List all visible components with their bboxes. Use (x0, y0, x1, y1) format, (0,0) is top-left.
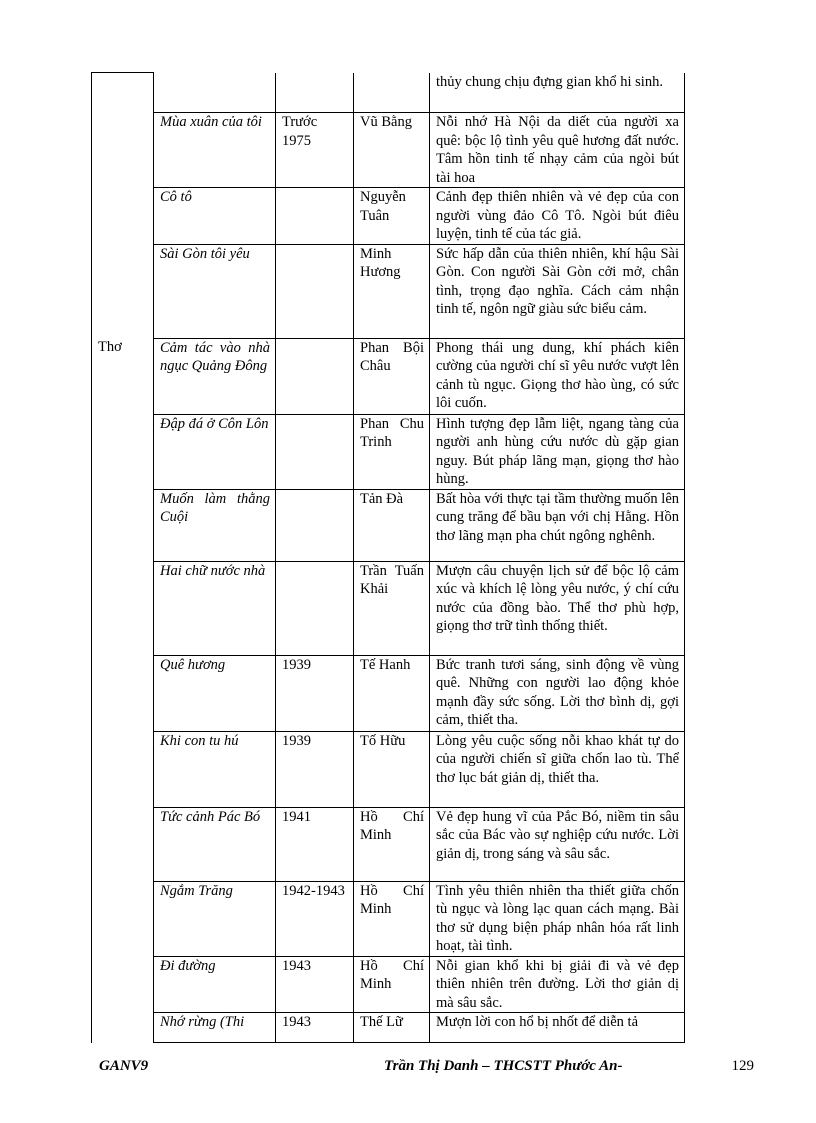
year-cell: 1939 (276, 655, 354, 731)
table-row (92, 881, 685, 956)
table-row (92, 188, 685, 245)
genre-cell (92, 807, 154, 881)
year-cell: 1943 (276, 956, 354, 1013)
year-cell (276, 338, 354, 414)
author-cell (354, 73, 430, 113)
table-row (92, 561, 685, 655)
genre-cell (92, 113, 154, 188)
description-cell: Phong thái ung dung, khí phách kiên cường của người chí sĩ yêu nước vượt lên cảnh tù ngục. Giọng thơ hào ùng, có sức lôi cuốn. (430, 338, 685, 414)
title-cell: Cô tô (154, 188, 276, 245)
year-cell: 1941 (276, 807, 354, 881)
table-row (92, 956, 685, 1013)
table-row (92, 244, 685, 338)
title-cell: Mùa xuân của tôi (154, 113, 276, 188)
footer-author: Trần Thị Danh – THCSTT Phước An- (384, 1058, 623, 1074)
title-cell: Tức cảnh Pác Bó (154, 807, 276, 881)
year-cell (276, 414, 354, 489)
genre-cell: Thơ (92, 338, 154, 414)
description-cell: Cảnh đẹp thiên nhiên và vẻ đẹp của con người vùng đảo Cô Tô. Ngòi bút điêu luyện, tinh tế của tác giả. (430, 188, 685, 245)
table-row (92, 489, 685, 561)
year-cell (276, 244, 354, 338)
description-cell: Mượn lời con hổ bị nhốt để diễn tả (430, 1013, 685, 1043)
author-cell: Vũ Bằng (354, 113, 430, 188)
table-row (92, 731, 685, 807)
title-cell: Đi đường (154, 956, 276, 1013)
title-cell (154, 73, 276, 113)
title-cell: Hai chữ nước nhà (154, 561, 276, 655)
year-cell (276, 561, 354, 655)
year-cell: 1939 (276, 731, 354, 807)
author-cell: Tản Đà (354, 489, 430, 561)
author-cell: Nguyễn Tuân (354, 188, 430, 245)
description-cell: Mượn câu chuyện lịch sử để bộc lộ cảm xúc và khích lệ lòng yêu nước, ý chí cứu nước của đồng bào. Thể thơ phù hợp, giọng thơ trữ tình thống thiết. (430, 561, 685, 655)
genre-cell (92, 561, 154, 655)
genre-cell (92, 655, 154, 731)
page-number: 129 (731, 1058, 754, 1074)
description-cell: Nỗi gian khổ khi bị giải đi và vẻ đẹp thiên nhiên trên đường. Lời thơ giản dị mà sâu sắc. (430, 956, 685, 1013)
description-cell: Bất hòa với thực tại tầm thường muốn lên cung trăng để bầu bạn với chị Hằng. Hồn thơ lãng mạn pha chút ngông nghênh. (430, 489, 685, 561)
table-row (92, 73, 685, 113)
genre-cell (92, 188, 154, 245)
table-row (92, 655, 685, 731)
author-cell: Hồ Chí Minh (354, 881, 430, 956)
genre-cell (92, 956, 154, 1013)
year-cell: 1943 (276, 1013, 354, 1043)
table-row (92, 338, 685, 414)
description-cell: Tình yêu thiên nhiên tha thiết giữa chốn tù ngục và lòng lạc quan cách mạng. Bài thơ sử dụng biện pháp nhân hóa rất linh hoạt, tài tình. (430, 881, 685, 956)
genre-cell (92, 731, 154, 807)
title-cell: Quê hương (154, 655, 276, 731)
description-cell: Lòng yêu cuộc sống nỗi khao khát tự do của người chiến sĩ giữa chốn lao tù. Thể thơ lục bát giản dị, thiết tha. (430, 731, 685, 807)
description-cell: Bức tranh tươi sáng, sinh động về vùng quê. Những con người lao động khỏe mạnh đầy sức sống. Lời thơ bình dị, gợi cảm, thiết tha. (430, 655, 685, 731)
description-cell: Nỗi nhớ Hà Nội da diết của người xa quê: bộc lộ tình yêu quê hương đất nước. Tâm hồn tinh tế nhạy cảm của ngòi bút tài hoa (430, 113, 685, 188)
title-cell: Muốn làm thằng Cuội (154, 489, 276, 561)
author-cell: Phan Chu Trinh (354, 414, 430, 489)
genre-cell (92, 244, 154, 338)
author-cell: Minh Hương (354, 244, 430, 338)
genre-cell (92, 1013, 154, 1043)
year-cell (276, 188, 354, 245)
table-row (92, 113, 685, 188)
table-row (92, 807, 685, 881)
year-cell: Trước 1975 (276, 113, 354, 188)
author-cell: Phan Bội Châu (354, 338, 430, 414)
title-cell: Khi con tu hú (154, 731, 276, 807)
table-row (92, 1013, 685, 1043)
author-cell: Tế Hanh (354, 655, 430, 731)
genre-cell (92, 489, 154, 561)
page-footer (99, 1058, 754, 1080)
title-cell: Cảm tác vào nhà ngục Quảng Đông (154, 338, 276, 414)
year-cell (276, 73, 354, 113)
author-cell: Hồ Chí Minh (354, 807, 430, 881)
description-cell: Sức hấp dẫn của thiên nhiên, khí hậu Sài Gòn. Con người Sài Gòn cởi mở, chân tình, trọng đạo nghĩa. Cách cảm nhận tinh tế, ngôn ngữ giàu sức biểu cảm. (430, 244, 685, 338)
description-cell: Hình tượng đẹp lẫm liệt, ngang tàng của người anh hùng cứu nước dù gặp gian nguy. Bút pháp lãng mạn, giọng thơ hào hùng. (430, 414, 685, 489)
table-row (92, 414, 685, 489)
genre-cell (92, 414, 154, 489)
title-cell: Nhớ rừng (Thi (154, 1013, 276, 1043)
author-cell: Thế Lữ (354, 1013, 430, 1043)
description-cell: Vẻ đẹp hung vĩ của Pắc Bó, niềm tin sâu sắc của Bác vào sự nghiệp cứu nước. Lời giản dị, trong sáng và sâu sắc. (430, 807, 685, 881)
title-cell: Đập đá ở Côn Lôn (154, 414, 276, 489)
table-body (92, 73, 685, 1043)
title-cell: Ngắm Trăng (154, 881, 276, 956)
author-cell: Tố Hữu (354, 731, 430, 807)
author-cell: Hồ Chí Minh (354, 956, 430, 1013)
author-cell: Trần Tuấn Khải (354, 561, 430, 655)
title-cell: Sài Gòn tôi yêu (154, 244, 276, 338)
footer-left: GANV9 (99, 1058, 149, 1074)
literature-table (91, 72, 685, 1043)
description-cell: thủy chung chịu đựng gian khổ hi sinh. (430, 73, 685, 113)
year-cell (276, 489, 354, 561)
year-cell: 1942-1943 (276, 881, 354, 956)
genre-cell (92, 73, 154, 113)
genre-cell (92, 881, 154, 956)
